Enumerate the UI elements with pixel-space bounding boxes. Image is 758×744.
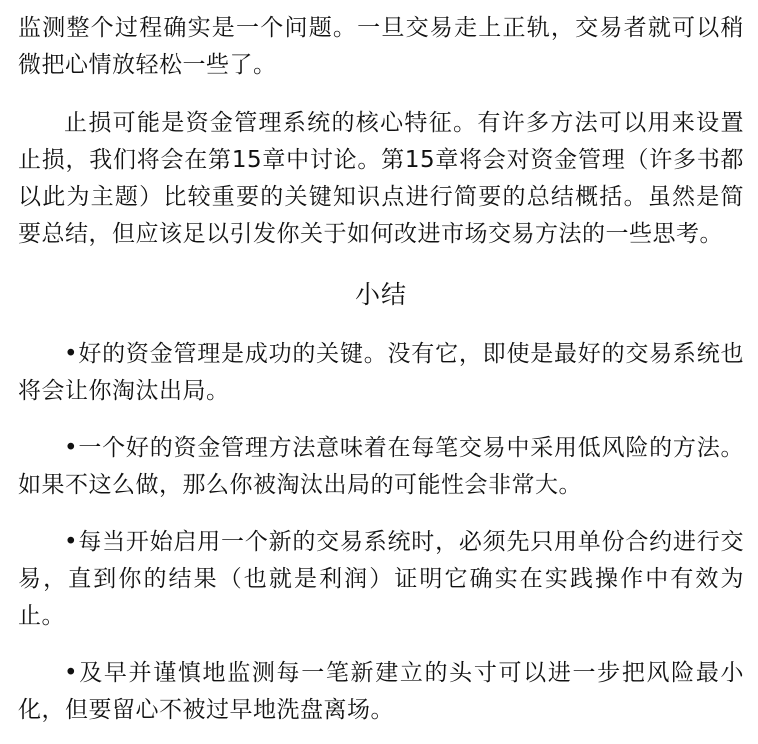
stop-loss-paragraph: 止损可能是资金管理系统的核心特征。有许多方法可以用来设置止损，我们将会在第15章中讨论。第15章将会对资金管理（许多书都以此为主题）比较重要的关键知识点进行简要的总结概括。虽然是简要总结，但应该足以引发你关于如何改进市场交易方法的一些思考。 [18, 110, 744, 247]
summary-bullet-item: •好的资金管理是成功的关键。没有它，即使是最好的交易系统也将会让你淘汰出局。 [18, 341, 744, 404]
intro-paragraph: 监测整个过程确实是一个问题。一旦交易走上正轨，交易者就可以稍微把心情放轻松一些了。 [18, 15, 744, 78]
summary-bullet-item: •每当开始启用一个新的交易系统时，必须先只用单份合约进行交易，直到你的结果（也就是利润）证明它确实在实践操作中有效为止。 [18, 529, 744, 629]
summary-bullet-item: •一个好的资金管理方法意味着在每笔交易中采用低风险的方法。如果不这么做，那么你被淘汰出局的可能性会非常大。 [18, 435, 744, 498]
summary-bullet-item: •及早并谨慎地监测每一笔新建立的头寸可以进一步把风险最小化，但要留心不被过早地洗盘离场。 [18, 660, 744, 723]
summary-bullet-list [18, 336, 744, 729]
section-heading: 小结 [354, 280, 407, 309]
